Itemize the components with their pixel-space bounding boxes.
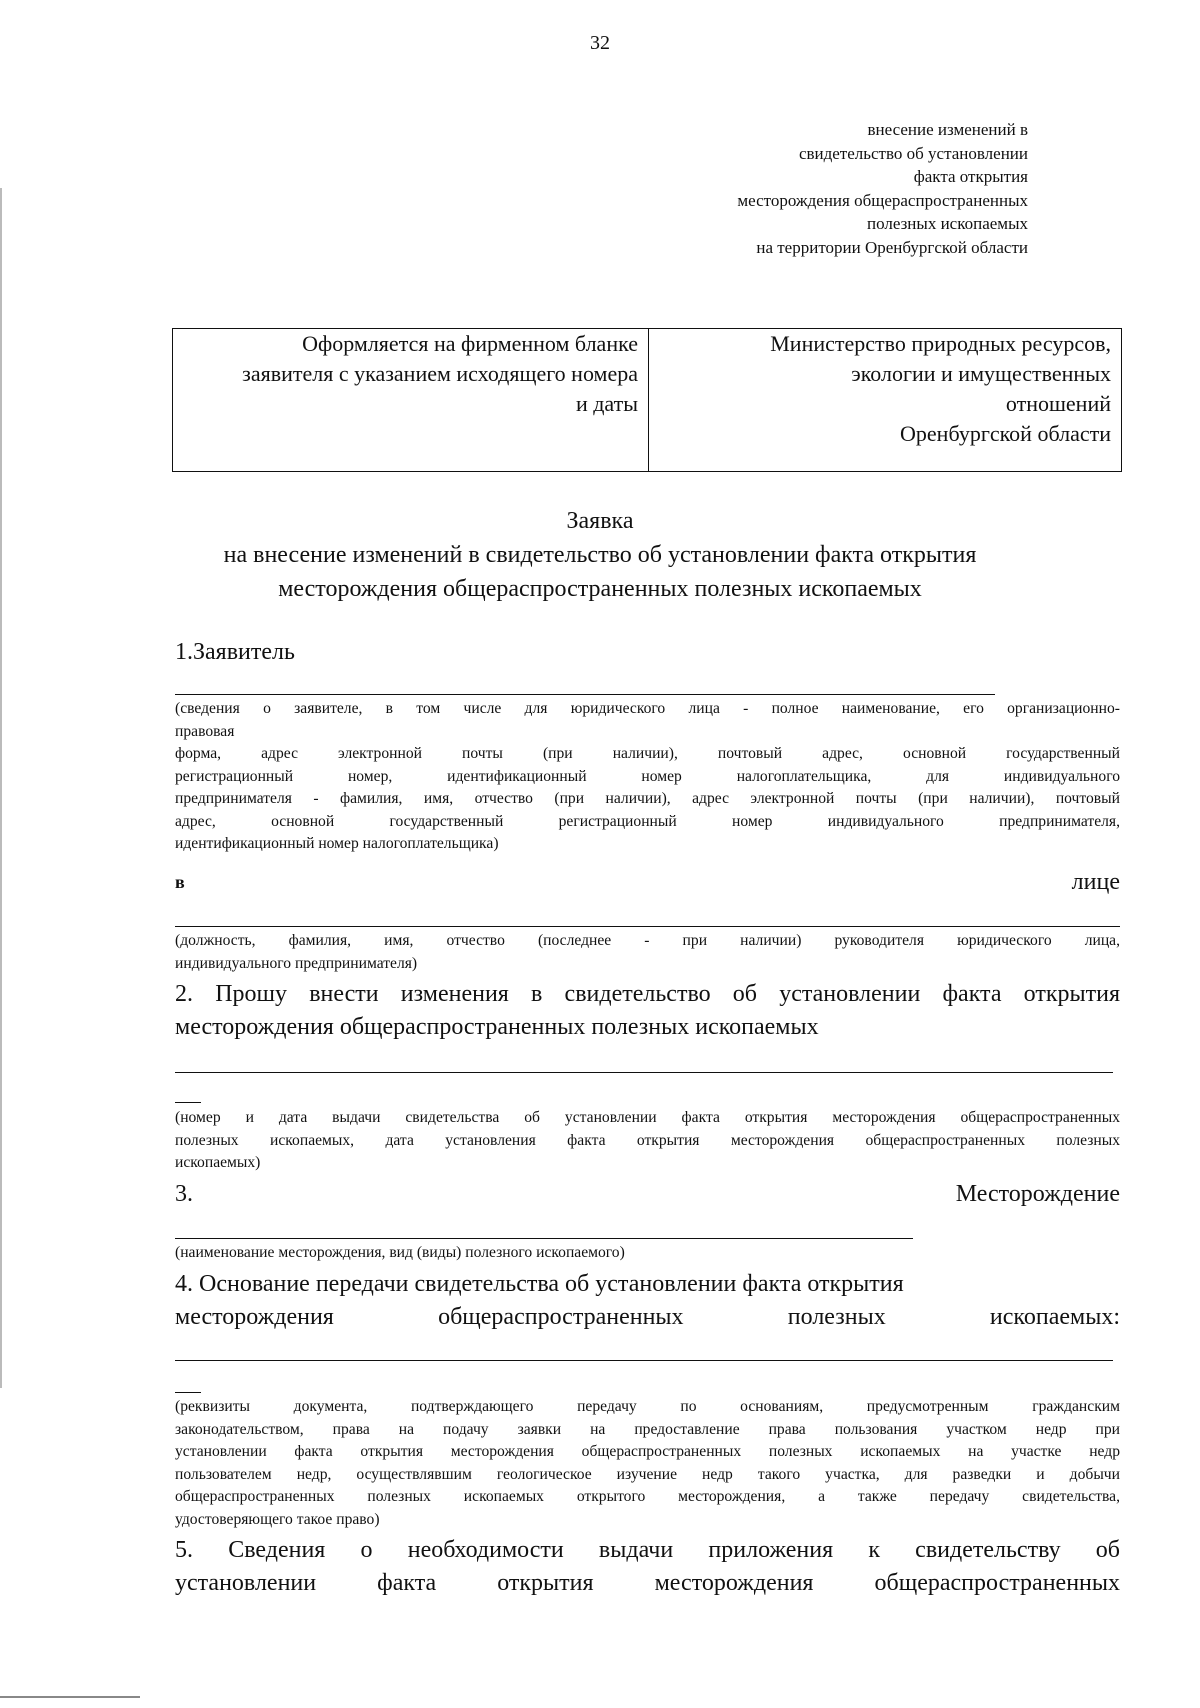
letterhead-left-line: заявителя с указанием исходящего номера xyxy=(242,361,638,386)
applicant-blank-line xyxy=(175,694,995,695)
caption-line: законодательством, права на подачу заявки на предоставление права пользования участком недр при xyxy=(175,1420,1120,1438)
section3-number: 3. xyxy=(175,1181,193,1207)
section3-deposit-label: Месторождение xyxy=(955,1181,1120,1207)
certificate-blank-line xyxy=(175,1072,1113,1073)
caption-line: полезных ископаемых, дата установления факта открытия месторождения общераспространенных полезных xyxy=(175,1131,1120,1149)
document-title xyxy=(150,504,1050,606)
section4-line: месторождения общераспространенных полезных ископаемых: xyxy=(175,1304,1120,1330)
v-label: в xyxy=(175,872,185,892)
caption-line: установлении факта открытия месторождения общераспространенных полезных ископаемых на участке недр xyxy=(175,1443,1120,1460)
caption-line: адрес, основной государственный регистрационный номер индивидуального предпринимателя, xyxy=(175,812,1120,830)
title-line: месторождения общераспространенных полезных ископаемых xyxy=(278,576,922,602)
caption-line: удостоверяющего такое право) xyxy=(175,1510,380,1528)
section5-text xyxy=(175,1534,1120,1600)
scan-edge-bottom xyxy=(0,1696,140,1698)
caption-line: форма, адрес электронной почты (при наличии), почтовый адрес, основной государственный xyxy=(175,745,1120,762)
caption-line: (сведения о заявителе, в том числе для юридического лица - полное наименование, его организационно- xyxy=(175,700,1120,717)
letterhead-right-line: экологии и имущественных xyxy=(851,361,1111,386)
scan-edge-left xyxy=(0,188,2,1388)
official-caption xyxy=(175,930,1120,975)
letterhead-left-line: Оформляется на фирменном бланке xyxy=(302,331,638,356)
litse-label: лице xyxy=(1071,869,1120,895)
section1-heading: 1.Заявитель xyxy=(175,639,295,665)
header-note-line: свидетельство об установлении xyxy=(798,143,1028,163)
letterhead-left-line: и даты xyxy=(575,391,638,416)
caption-line: предпринимателя - фамилия, имя, отчество (при наличии), адрес электронной почты (при наличии), почтовый xyxy=(175,790,1120,807)
caption-line: (номер и дата выдачи свидетельства об установлении факта открытия месторождения общераспространенных xyxy=(175,1109,1120,1126)
title-line: Заявка xyxy=(566,508,634,534)
letterhead-right-line: отношений xyxy=(1005,391,1111,416)
caption-line: правовая xyxy=(175,722,235,740)
header-note-line: месторождения общераспространенных xyxy=(737,190,1028,210)
letterhead-left-cell xyxy=(173,329,649,471)
letterhead-right-cell xyxy=(649,329,1121,471)
caption-line: ископаемых) xyxy=(175,1154,261,1171)
caption-line: регистрационный номер, идентификационный номер налогоплательщика, для индивидуального xyxy=(175,767,1120,785)
caption-line: (должность, фамилия, имя, отчество (последнее - при наличии) руководителя юридического лица, xyxy=(175,932,1120,949)
basis-blank-line xyxy=(175,1360,1113,1361)
caption-line: (реквизиты документа, подтверждающего передачу по основаниям, предусмотренным гражданским xyxy=(175,1398,1120,1415)
header-note xyxy=(608,118,1028,259)
basis-caption xyxy=(175,1396,1120,1531)
deposit-caption: (наименование месторождения, вид (виды) полезного ископаемого) xyxy=(175,1244,625,1261)
letterhead-right-line: Министерство природных ресурсов, xyxy=(770,331,1111,356)
header-note-line: факта открытия xyxy=(913,167,1028,186)
section4-line: 4. Основание передачи свидетельства об установлении факта открытия xyxy=(175,1271,904,1297)
section2-text xyxy=(175,978,1120,1044)
caption-line: общераспространенных полезных ископаемых открытого месторождения, а также передачу свидетельства, xyxy=(175,1488,1120,1505)
title-line: на внесение изменений в свидетельство об установлении факта открытия xyxy=(223,542,977,568)
header-note-line: полезных ископаемых xyxy=(866,214,1028,233)
caption-line: пользователем недр, осуществлявшим геологическое изучение недр такого участка, для разведки и добычи xyxy=(175,1465,1120,1483)
header-note-line: внесение изменений в xyxy=(867,120,1028,139)
letterhead-right-line: Оренбургской области xyxy=(900,421,1111,446)
represented-by-row xyxy=(175,866,1120,899)
page-number: 32 xyxy=(590,32,610,54)
deposit-blank-line xyxy=(175,1238,913,1239)
short-rule xyxy=(175,1392,201,1393)
short-rule xyxy=(175,1102,201,1103)
applicant-caption xyxy=(175,698,1120,856)
section3-row xyxy=(175,1178,1120,1211)
section5-line: установлении факта открытия месторождения общераспространенных xyxy=(175,1570,1120,1596)
certificate-caption xyxy=(175,1107,1120,1175)
letterhead-table xyxy=(172,328,1122,472)
official-blank-line xyxy=(175,926,1120,927)
caption-line: идентификационный номер налогоплательщика) xyxy=(175,835,499,852)
caption-line: индивидуального предпринимателя) xyxy=(175,954,418,972)
section4-text xyxy=(175,1268,1120,1334)
section5-line: 5. Сведения о необходимости выдачи приложения к свидетельству об xyxy=(175,1537,1120,1563)
section2-line: месторождения общераспространенных полезных ископаемых xyxy=(175,1014,819,1040)
header-note-line: на территории Оренбургской области xyxy=(756,237,1028,257)
section2-line: 2. Прошу внести изменения в свидетельство об установлении факта открытия xyxy=(175,981,1120,1007)
